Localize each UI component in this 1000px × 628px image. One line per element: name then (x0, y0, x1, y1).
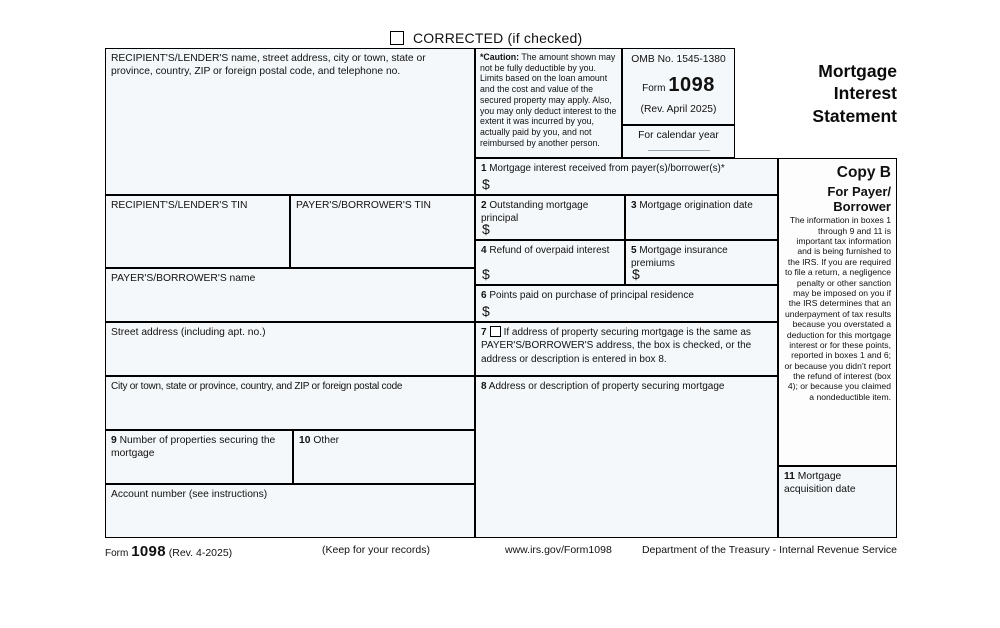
box-6-cell[interactable] (475, 285, 778, 322)
box-5-number: 5 (631, 245, 637, 256)
box-2-label: Outstanding mortgage principal (481, 200, 589, 225)
form-title: Mortgage Interest Statement (812, 61, 897, 126)
box-1-number: 1 (481, 163, 487, 174)
footer (0, 540, 1000, 560)
account-number-label: Account number (see instructions) (111, 489, 268, 500)
box-9-label: Number of properties securing the mortgage (111, 435, 276, 460)
box-4-dollar-sign: $ (482, 265, 490, 282)
box-6-dollar-sign: $ (482, 302, 490, 319)
box-11-label: Mortgage acquisition date (784, 471, 856, 496)
city-label: City or town, state or province, country, and ZIP or foreign postal code (111, 381, 403, 392)
box-4-cell[interactable] (475, 240, 625, 285)
box-7-number: 7 (481, 327, 487, 338)
box-7-cell (475, 322, 778, 376)
form-number: 1098 (668, 74, 715, 97)
form-revision: (Rev. April 2025) (640, 104, 717, 116)
payer-tin-label: PAYER'S/BORROWER'S TIN (296, 200, 431, 211)
box-6-number: 6 (481, 290, 487, 301)
box-7-checkbox[interactable] (490, 326, 501, 337)
recipient-tin-cell[interactable] (105, 195, 290, 268)
irs-url[interactable]: www.irs.gov/Form1098 (505, 544, 612, 556)
copy-b-for-line2: Borrower (833, 198, 891, 214)
payer-tin-cell[interactable] (290, 195, 475, 268)
omb-number: OMB No. 1545-1380 (631, 54, 726, 65)
street-address-label: Street address (including apt. no.) (111, 327, 266, 338)
city-cell[interactable] (105, 376, 475, 430)
footer-form-number: 1098 (131, 543, 166, 560)
box-10-label: Other (313, 435, 340, 446)
box-3-cell[interactable] (625, 195, 778, 240)
box-9-cell[interactable] (105, 430, 293, 484)
payer-name-label: PAYER'S/BORROWER'S name (111, 273, 256, 284)
box-3-number: 3 (631, 200, 637, 211)
box-2-cell[interactable] (475, 195, 625, 240)
account-number-cell[interactable] (105, 484, 475, 538)
box-2-dollar-sign: $ (482, 220, 490, 237)
form-title-block (735, 60, 897, 160)
keep-for-records-note: (Keep for your records) (322, 544, 430, 556)
box-5-cell[interactable] (625, 240, 778, 285)
box-5-dollar-sign: $ (632, 265, 640, 282)
form-word: Form (642, 83, 666, 95)
calendar-year-input-line[interactable] (648, 150, 710, 151)
calendar-year-label: For calendar year (638, 130, 719, 141)
box-1-cell[interactable] (475, 158, 778, 195)
corrected-row (390, 30, 582, 46)
copy-b-body: The information in boxes 1 through 9 and 11 is important tax information and is being furnished to the IRS. If you are required to file a return, a negligence penalty or other sanction may be imposed on you if the IRS determines that an underpayment of tax results because you overstated a deduction for this mortgage interest or for these points, reported in boxes 1 and 6; or because you didn’t report the refund of interest (box 4); or because you claimed a nondeductible item. (784, 215, 891, 402)
footer-form-word: Form (105, 548, 129, 559)
box-1-label: Mortgage interest received from payer(s)/borrower(s)* (489, 163, 725, 174)
box-2-number: 2 (481, 200, 487, 211)
caution-lead: *Caution: (480, 52, 520, 62)
recipient-tin-label: RECIPIENT'S/LENDER'S TIN (111, 200, 248, 211)
department-note: Department of the Treasury - Internal Revenue Service (641, 544, 897, 556)
box-8-label: Address or description of property securing mortgage (488, 381, 725, 392)
recipient-lender-info-cell[interactable] (105, 48, 475, 195)
copy-b-cell (778, 158, 897, 466)
corrected-checkbox[interactable] (390, 31, 404, 45)
recipient-lender-info-label: RECIPIENT'S/LENDER'S name, street address, city or town, state or province, country, ZIP or foreign postal code, and telephone no. (111, 53, 426, 78)
footer-form-revision: (Rev. 4-2025) (168, 547, 233, 559)
box-8-number: 8 (481, 381, 487, 392)
box-4-label: Refund of overpaid interest (489, 245, 610, 256)
payer-name-cell[interactable] (105, 268, 475, 322)
box-11-number: 11 (784, 471, 795, 482)
corrected-label: CORRECTED (if checked) (413, 30, 583, 46)
caution-cell (475, 48, 622, 158)
box-7-label: If address of property securing mortgage is the same as PAYER'S/BORROWER'S address, the box is checked, or the address or description is entered in box 8. (481, 327, 752, 365)
copy-b-title: Copy B (836, 164, 891, 181)
box-6-label: Points paid on purchase of principal residence (489, 290, 694, 301)
street-address-cell[interactable] (105, 322, 475, 376)
box-8-cell[interactable] (475, 376, 778, 538)
box-1-dollar-sign: $ (482, 175, 490, 192)
box-11-cell[interactable] (778, 466, 897, 538)
omb-cell (622, 48, 735, 125)
calendar-year-cell (622, 125, 735, 158)
box-4-number: 4 (481, 245, 487, 256)
box-10-number: 10 (299, 435, 311, 446)
footer-form-id (105, 543, 232, 560)
copy-b-for-line1: For Payer/ (827, 184, 891, 200)
box-5-label: Mortgage insurance premiums (631, 245, 728, 270)
box-3-label: Mortgage origination date (639, 200, 753, 211)
box-10-cell[interactable] (293, 430, 475, 484)
box-9-number: 9 (111, 435, 117, 446)
caution-text: The amount shown may not be fully deductible by you. Limits based on the loan amount and the cost and value of the secured property may apply. Also, you may only deduct interest to the extent it was incurred by you, actually paid by you, and not reimbursed by another person. (480, 52, 617, 148)
